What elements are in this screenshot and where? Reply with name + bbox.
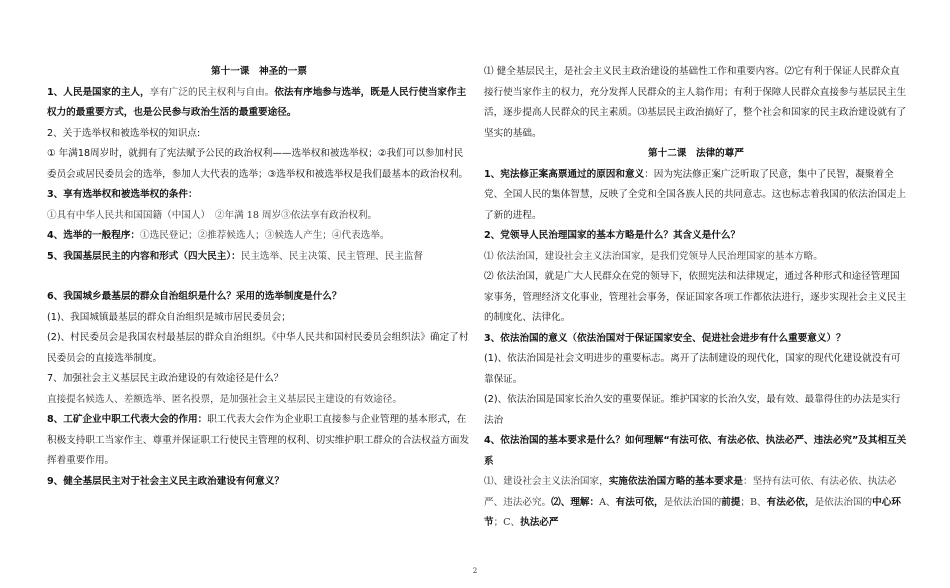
point-7-body: 直接提名候选人、差额选举、匿名投票，是加强社会主义基层民主建设的有效途径。 <box>47 393 402 405</box>
point-8: 8、工矿企业中职工代表大会的作用：职工代表大会作为企业职工直接参与企业管理的基本形式，在积极支持职工当家作主、尊重并保证职工行使民主管理的权利、切实维护职工群众的合法权益方面发挥着重要作用。 <box>47 414 470 466</box>
point-3-heading: 3、享有选举权和被选举权的条件： <box>47 189 198 200</box>
point-2-heading: 2、关于选举权和被选举权的知识点: <box>47 127 201 139</box>
point-12-4-heading: 4、依法治国的基本要求是什么？如何理解“有法可依、有法必依、执法必严、违法必究”及其相互关系 <box>484 435 907 467</box>
point-12-4-answer: ⑴、建设社会主义法治国家，实施依法治国方略的基本要求是：坚持有法可依、有法必依、执法必严、违法必究。⑵、理解：A、有法可依，是依法治国的前提；B、有法必依，是依法治国的中心环节；C、执法必严 <box>484 476 901 528</box>
lesson-12-title: 第十二课 法律的尊严 <box>648 148 744 159</box>
point-2-body: ① 年满18周岁时，就拥有了宪法赋予公民的政治权利——选举权和被选举权；②我们可以参加村民委员会或居民委员会的选举，参加人大代表的选举；③选举权和被选举权是我们最基本的政治权利。 <box>47 148 469 180</box>
lesson-11-title: 第十一课 神圣的一票 <box>211 66 307 77</box>
point-12-3-heading: 3、依法治国的意义（依法治国对于保证国家安全、促进社会进步有什么重要意义）？ <box>484 332 846 344</box>
point-6-heading: 6、我国城乡最基层的群众自治组织是什么？采用的选举制度是什么？ <box>47 291 342 302</box>
point-9-heading: 9、健全基层民主对于社会主义民主政治建设有何意义？ <box>47 475 284 487</box>
point-12-3-answer-1: (1)、依法治国是社会文明进步的重要标志。离开了法制建设的现代化，国家的现代化建设就没有可靠保证。 <box>484 353 901 385</box>
point-5: 5、我国基层民主的内容和形式（四大民主）：民主选举、民主决策、民主管理、民主监督 <box>47 250 424 262</box>
point-12-2-answer-1: ⑴ 依法治国，建设社会主义法治国家，是我们党领导人民治理国家的基本方略。 <box>484 250 823 262</box>
point-7-heading: 7、加强社会主义基层民主政治建设的有效途径是什么？ <box>47 373 284 384</box>
point-1: 1、人民是国家的主人，享有广泛的民主权利与自由。依法有序地参与选举，既是人民行使当家作主权力的最重要方式，也是公民参与政治生活的最重要途径。 <box>47 86 467 118</box>
point-4: 4、选举的一般程序：①选民登记；②推荐候选人；③候选人产生；④代表选举。 <box>47 230 390 241</box>
page-number: 2 <box>472 567 478 575</box>
point-12-2-answer-2: ⑵ 依法治国，就是广大人民群众在党的领导下，依照宪法和法律规定，通过各种形式和途径管理国家事务，管理经济文化事业，管理社会事务，保证国家各项工作都依法进行，逐步实现社会主义民主的制度化、法律化。 <box>484 271 907 323</box>
point-12-1: 1、宪法修正案高票通过的原因和意义：因为宪法修正案广泛听取了民意，集中了民智，凝聚着全党、全国人民的集体智慧，反映了全党和全国各族人民的共同意志。这也标志着我国的依法治国走上了新的进程。 <box>484 168 907 221</box>
point-3-body: ①具有中华人民共和国国籍（中国人） ②年满 18 周岁③依法享有政治权利。 <box>47 209 378 221</box>
point-12-3-answer-2: (2)、依法治国是国家长治久安的重要保证。维护国家的长治久安，最有效、最靠得住的办法是实行法治 <box>484 394 901 426</box>
left-column <box>47 62 471 492</box>
point-6-answer-1: (1)、我国城镇最基层的群众自治组织是城市居民委员会； <box>47 311 291 323</box>
point-12-2-heading: 2、党领导人民治理国家的基本方略是什么？其含义是什么？ <box>484 230 741 241</box>
right-column <box>484 62 908 534</box>
point-6-answer-2: (2)、村民委员会是我国农村最基层的群众自治组织。《中华人民共和国村民委员会组织法》确定了村民委员会的直接选举制度。 <box>47 332 469 364</box>
point-9-answer: ⑴ 健全基层民主，是社会主义民主政治建设的基础性工作和重要内容。⑵它有利于保证人民群众直接行使当家作主的权力，充分发挥人民群众的主人翁作用；有利于保障人民群众直接参与基层民主生活，逐步提高人民群众的民主素质。⑶基层民主政治搞好了，整个社会和国家的民主政治建设就有了坚实的基础。 <box>484 66 907 139</box>
